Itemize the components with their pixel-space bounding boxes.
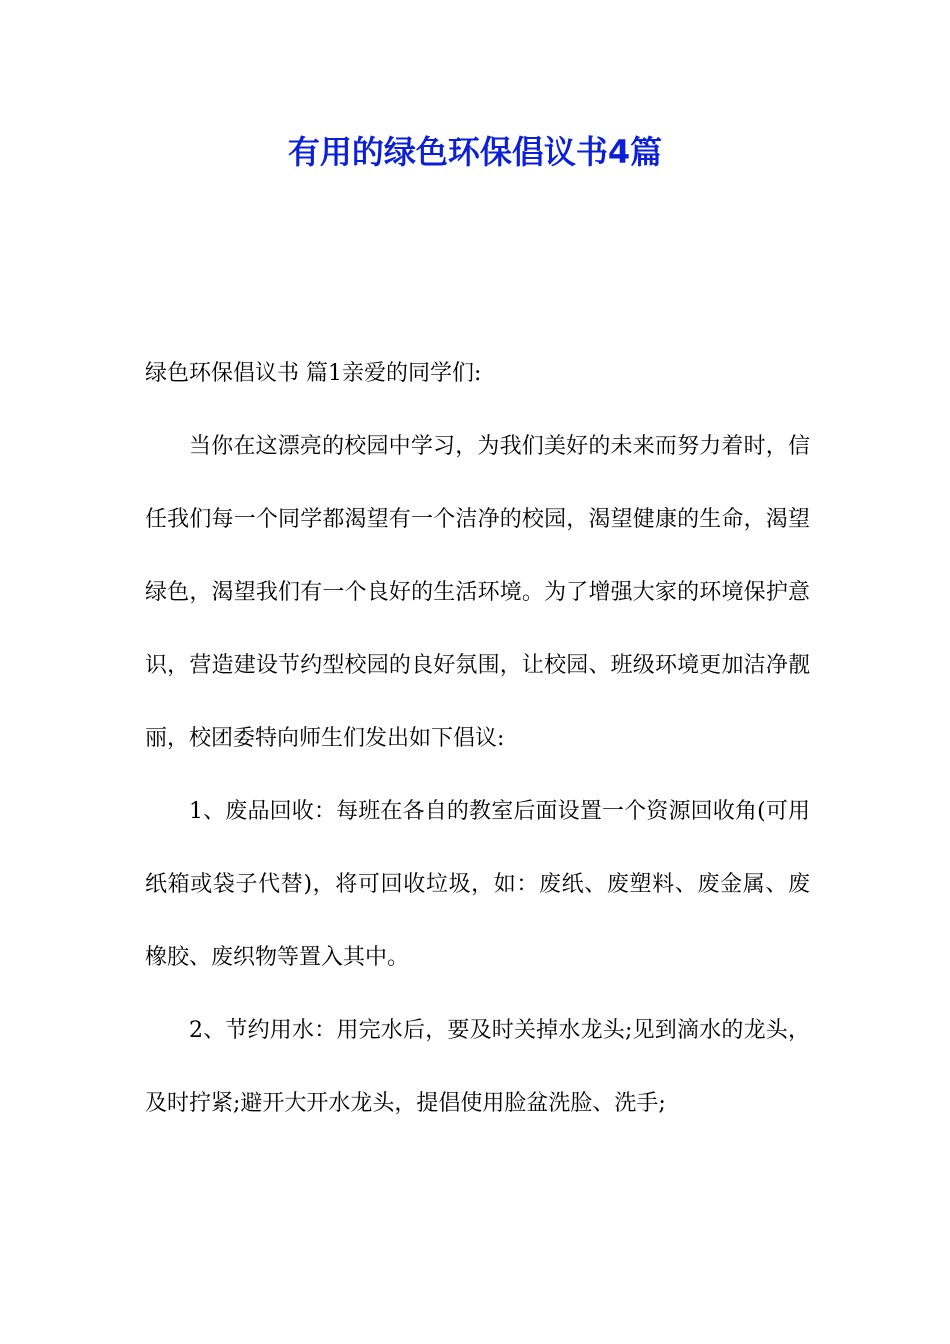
document-title: 有用的绿色环保倡议书4篇 bbox=[287, 133, 663, 171]
paragraph-heading: 绿色环保倡议书 篇1亲爱的同学们: bbox=[145, 361, 482, 386]
paragraph-intro: 当你在这漂亮的校园中学习，为我们美好的未来而努力着时，信任我们每一个同学都渴望有一个洁净的校园，渴望健康的生命，渴望绿色，渴望我们有一个良好的生活环境。为了增强大家的环境保护意识，营造建设节约型校园的良好氛围，让校园、班级环境更加洁净靓丽，校团委特向师生们发出如下倡议: bbox=[145, 434, 810, 751]
paragraph-item-2: 2、节约用水：用完水后，要及时关掉水龙头;见到滴水的龙头，及时拧紧;避开大开水龙头，提倡使用脸盆洗脸、洗手; bbox=[145, 1018, 810, 1116]
document-body bbox=[145, 337, 810, 1140]
paragraph-item-1: 1、废品回收：每班在各自的教室后面设置一个资源回收角(可用纸箱或袋子代替)，将可回收垃圾，如：废纸、废塑料、废金属、废橡胶、废织物等置入其中。 bbox=[145, 799, 810, 970]
